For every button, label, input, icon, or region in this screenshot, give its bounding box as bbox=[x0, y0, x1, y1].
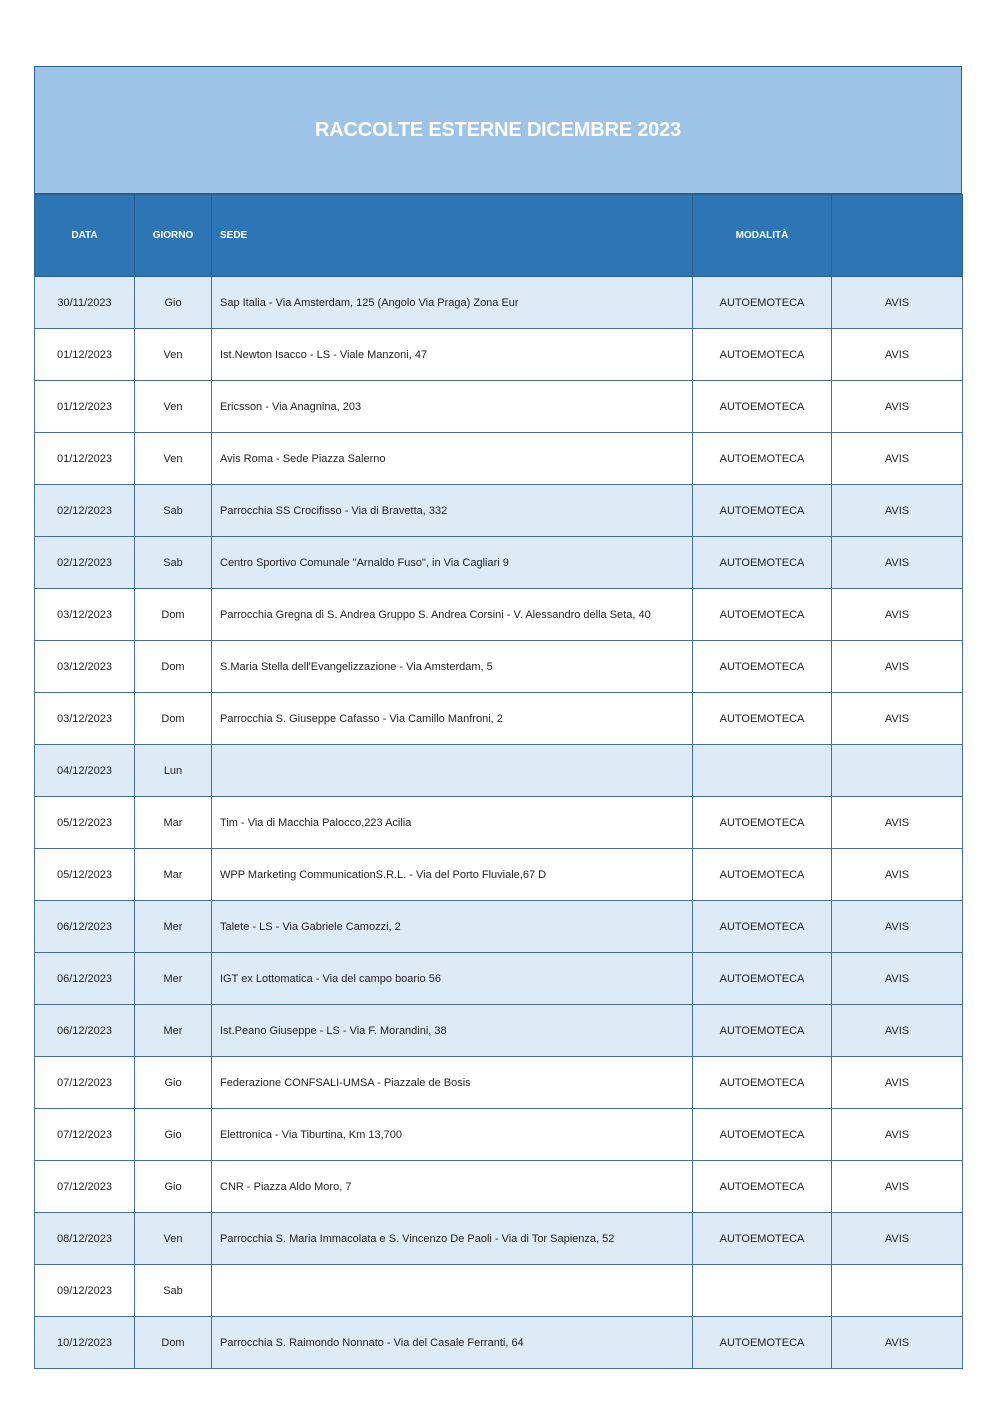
date-cell: 07/12/2023 bbox=[35, 1057, 135, 1109]
date-cell: 06/12/2023 bbox=[35, 1005, 135, 1057]
location-cell: Parrocchia Gregna di S. Andrea Gruppo S. Andrea Corsini - V. Alessandro della Seta, 40 bbox=[212, 589, 693, 641]
table-row bbox=[35, 277, 963, 329]
page-title: RACCOLTE ESTERNE DICEMBRE 2023 bbox=[315, 118, 681, 141]
day-cell: Mer bbox=[135, 1005, 212, 1057]
date-cell: 01/12/2023 bbox=[35, 381, 135, 433]
organization-cell: AVIS bbox=[832, 1213, 963, 1265]
location-cell: Sap Italia - Via Amsterdam, 125 (Angolo Via Praga) Zona Eur bbox=[212, 277, 693, 329]
table-row bbox=[35, 329, 963, 381]
date-cell: 06/12/2023 bbox=[35, 901, 135, 953]
table-row bbox=[35, 1213, 963, 1265]
table-row bbox=[35, 1005, 963, 1057]
header-modalita: MODALITÀ bbox=[693, 195, 832, 277]
date-cell: 01/12/2023 bbox=[35, 329, 135, 381]
table-row bbox=[35, 641, 963, 693]
day-cell: Ven bbox=[135, 1213, 212, 1265]
date-cell: 02/12/2023 bbox=[35, 485, 135, 537]
organization-cell bbox=[832, 745, 963, 797]
day-cell: Ven bbox=[135, 329, 212, 381]
mode-cell: AUTOEMOTECA bbox=[693, 901, 832, 953]
location-cell: Talete - LS - Via Gabriele Camozzi, 2 bbox=[212, 901, 693, 953]
date-cell: 02/12/2023 bbox=[35, 537, 135, 589]
mode-cell: AUTOEMOTECA bbox=[693, 537, 832, 589]
header-data: DATA bbox=[35, 195, 135, 277]
organization-cell: AVIS bbox=[832, 1317, 963, 1369]
date-cell: 05/12/2023 bbox=[35, 849, 135, 901]
table-row bbox=[35, 485, 963, 537]
day-cell: Gio bbox=[135, 1109, 212, 1161]
mode-cell: AUTOEMOTECA bbox=[693, 329, 832, 381]
table-row bbox=[35, 537, 963, 589]
organization-cell: AVIS bbox=[832, 485, 963, 537]
organization-cell: AVIS bbox=[832, 1161, 963, 1213]
date-cell: 03/12/2023 bbox=[35, 693, 135, 745]
day-cell: Mer bbox=[135, 953, 212, 1005]
mode-cell: AUTOEMOTECA bbox=[693, 1005, 832, 1057]
location-cell: Parrocchia S. Raimondo Nonnato - Via del Casale Ferranti, 64 bbox=[212, 1317, 693, 1369]
organization-cell: AVIS bbox=[832, 433, 963, 485]
location-cell: Ist.Newton Isacco - LS - Viale Manzoni, 47 bbox=[212, 329, 693, 381]
day-cell: Dom bbox=[135, 589, 212, 641]
mode-cell: AUTOEMOTECA bbox=[693, 1213, 832, 1265]
date-cell: 30/11/2023 bbox=[35, 277, 135, 329]
location-cell: S.Maria Stella dell'Evangelizzazione - Via Amsterdam, 5 bbox=[212, 641, 693, 693]
schedule-table bbox=[34, 194, 963, 1369]
date-cell: 08/12/2023 bbox=[35, 1213, 135, 1265]
mode-cell: AUTOEMOTECA bbox=[693, 797, 832, 849]
mode-cell: AUTOEMOTECA bbox=[693, 693, 832, 745]
day-cell: Dom bbox=[135, 693, 212, 745]
organization-cell: AVIS bbox=[832, 693, 963, 745]
location-cell: Elettronica - Via Tiburtina, Km 13,700 bbox=[212, 1109, 693, 1161]
table-row bbox=[35, 745, 963, 797]
table-row bbox=[35, 1161, 963, 1213]
location-cell bbox=[212, 745, 693, 797]
mode-cell: AUTOEMOTECA bbox=[693, 1161, 832, 1213]
table-row bbox=[35, 901, 963, 953]
day-cell: Gio bbox=[135, 1161, 212, 1213]
date-cell: 04/12/2023 bbox=[35, 745, 135, 797]
location-cell: Ericsson - Via Anagnina, 203 bbox=[212, 381, 693, 433]
organization-cell: AVIS bbox=[832, 1057, 963, 1109]
table-row bbox=[35, 693, 963, 745]
date-cell: 03/12/2023 bbox=[35, 641, 135, 693]
table-row bbox=[35, 381, 963, 433]
organization-cell: AVIS bbox=[832, 901, 963, 953]
mode-cell: AUTOEMOTECA bbox=[693, 1317, 832, 1369]
header-sede: SEDE bbox=[212, 195, 693, 277]
organization-cell: AVIS bbox=[832, 589, 963, 641]
mode-cell: AUTOEMOTECA bbox=[693, 1109, 832, 1161]
location-cell bbox=[212, 1265, 693, 1317]
location-cell: Ist.Peano Giuseppe - LS - Via F. Morandini, 38 bbox=[212, 1005, 693, 1057]
mode-cell: AUTOEMOTECA bbox=[693, 1057, 832, 1109]
date-cell: 05/12/2023 bbox=[35, 797, 135, 849]
location-cell: CNR - Piazza Aldo Moro, 7 bbox=[212, 1161, 693, 1213]
organization-cell: AVIS bbox=[832, 849, 963, 901]
table-row bbox=[35, 433, 963, 485]
organization-cell: AVIS bbox=[832, 329, 963, 381]
organization-cell: AVIS bbox=[832, 953, 963, 1005]
day-cell: Gio bbox=[135, 277, 212, 329]
day-cell: Lun bbox=[135, 745, 212, 797]
day-cell: Dom bbox=[135, 641, 212, 693]
day-cell: Mar bbox=[135, 849, 212, 901]
day-cell: Sab bbox=[135, 1265, 212, 1317]
mode-cell: AUTOEMOTECA bbox=[693, 953, 832, 1005]
day-cell: Ven bbox=[135, 433, 212, 485]
table-row bbox=[35, 1057, 963, 1109]
location-cell: WPP Marketing CommunicationS.R.L. - Via del Porto Fluviale,67 D bbox=[212, 849, 693, 901]
organization-cell bbox=[832, 1265, 963, 1317]
date-cell: 07/12/2023 bbox=[35, 1109, 135, 1161]
organization-cell: AVIS bbox=[832, 537, 963, 589]
mode-cell: AUTOEMOTECA bbox=[693, 641, 832, 693]
organization-cell: AVIS bbox=[832, 1109, 963, 1161]
date-cell: 07/12/2023 bbox=[35, 1161, 135, 1213]
table-row bbox=[35, 849, 963, 901]
table-row bbox=[35, 1265, 963, 1317]
mode-cell: AUTOEMOTECA bbox=[693, 433, 832, 485]
date-cell: 01/12/2023 bbox=[35, 433, 135, 485]
organization-cell: AVIS bbox=[832, 797, 963, 849]
mode-cell bbox=[693, 1265, 832, 1317]
table-row bbox=[35, 1109, 963, 1161]
day-cell: Gio bbox=[135, 1057, 212, 1109]
mode-cell: AUTOEMOTECA bbox=[693, 485, 832, 537]
table-row bbox=[35, 589, 963, 641]
header-row bbox=[35, 195, 963, 277]
date-cell: 03/12/2023 bbox=[35, 589, 135, 641]
location-cell: Federazione CONFSALI-UMSA - Piazzale de Bosis bbox=[212, 1057, 693, 1109]
organization-cell: AVIS bbox=[832, 1005, 963, 1057]
day-cell: Sab bbox=[135, 537, 212, 589]
day-cell: Sab bbox=[135, 485, 212, 537]
table-row bbox=[35, 797, 963, 849]
day-cell: Dom bbox=[135, 1317, 212, 1369]
table-row bbox=[35, 953, 963, 1005]
header-giorno: GIORNO bbox=[135, 195, 212, 277]
location-cell: Parrocchia S. Giuseppe Cafasso - Via Camillo Manfroni, 2 bbox=[212, 693, 693, 745]
date-cell: 09/12/2023 bbox=[35, 1265, 135, 1317]
location-cell: Avis Roma - Sede Piazza Salerno bbox=[212, 433, 693, 485]
location-cell: Parrocchia SS Crocifisso - Via di Bravetta, 332 bbox=[212, 485, 693, 537]
title-band bbox=[34, 66, 962, 194]
day-cell: Mar bbox=[135, 797, 212, 849]
day-cell: Mer bbox=[135, 901, 212, 953]
location-cell: IGT ex Lottomatica - Via del campo boario 56 bbox=[212, 953, 693, 1005]
location-cell: Tim - Via di Macchia Palocco,223 Acilia bbox=[212, 797, 693, 849]
header-ente bbox=[832, 195, 963, 277]
organization-cell: AVIS bbox=[832, 641, 963, 693]
location-cell: Centro Sportivo Comunale "Arnaldo Fuso", in Via Cagliari 9 bbox=[212, 537, 693, 589]
mode-cell: AUTOEMOTECA bbox=[693, 849, 832, 901]
table-row bbox=[35, 1317, 963, 1369]
mode-cell: AUTOEMOTECA bbox=[693, 277, 832, 329]
schedule-sheet bbox=[34, 66, 962, 1369]
date-cell: 10/12/2023 bbox=[35, 1317, 135, 1369]
mode-cell bbox=[693, 745, 832, 797]
mode-cell: AUTOEMOTECA bbox=[693, 381, 832, 433]
date-cell: 06/12/2023 bbox=[35, 953, 135, 1005]
mode-cell: AUTOEMOTECA bbox=[693, 589, 832, 641]
organization-cell: AVIS bbox=[832, 277, 963, 329]
location-cell: Parrocchia S. Maria Immacolata e S. Vincenzo De Paoli - Via di Tor Sapienza, 52 bbox=[212, 1213, 693, 1265]
organization-cell: AVIS bbox=[832, 381, 963, 433]
day-cell: Ven bbox=[135, 381, 212, 433]
